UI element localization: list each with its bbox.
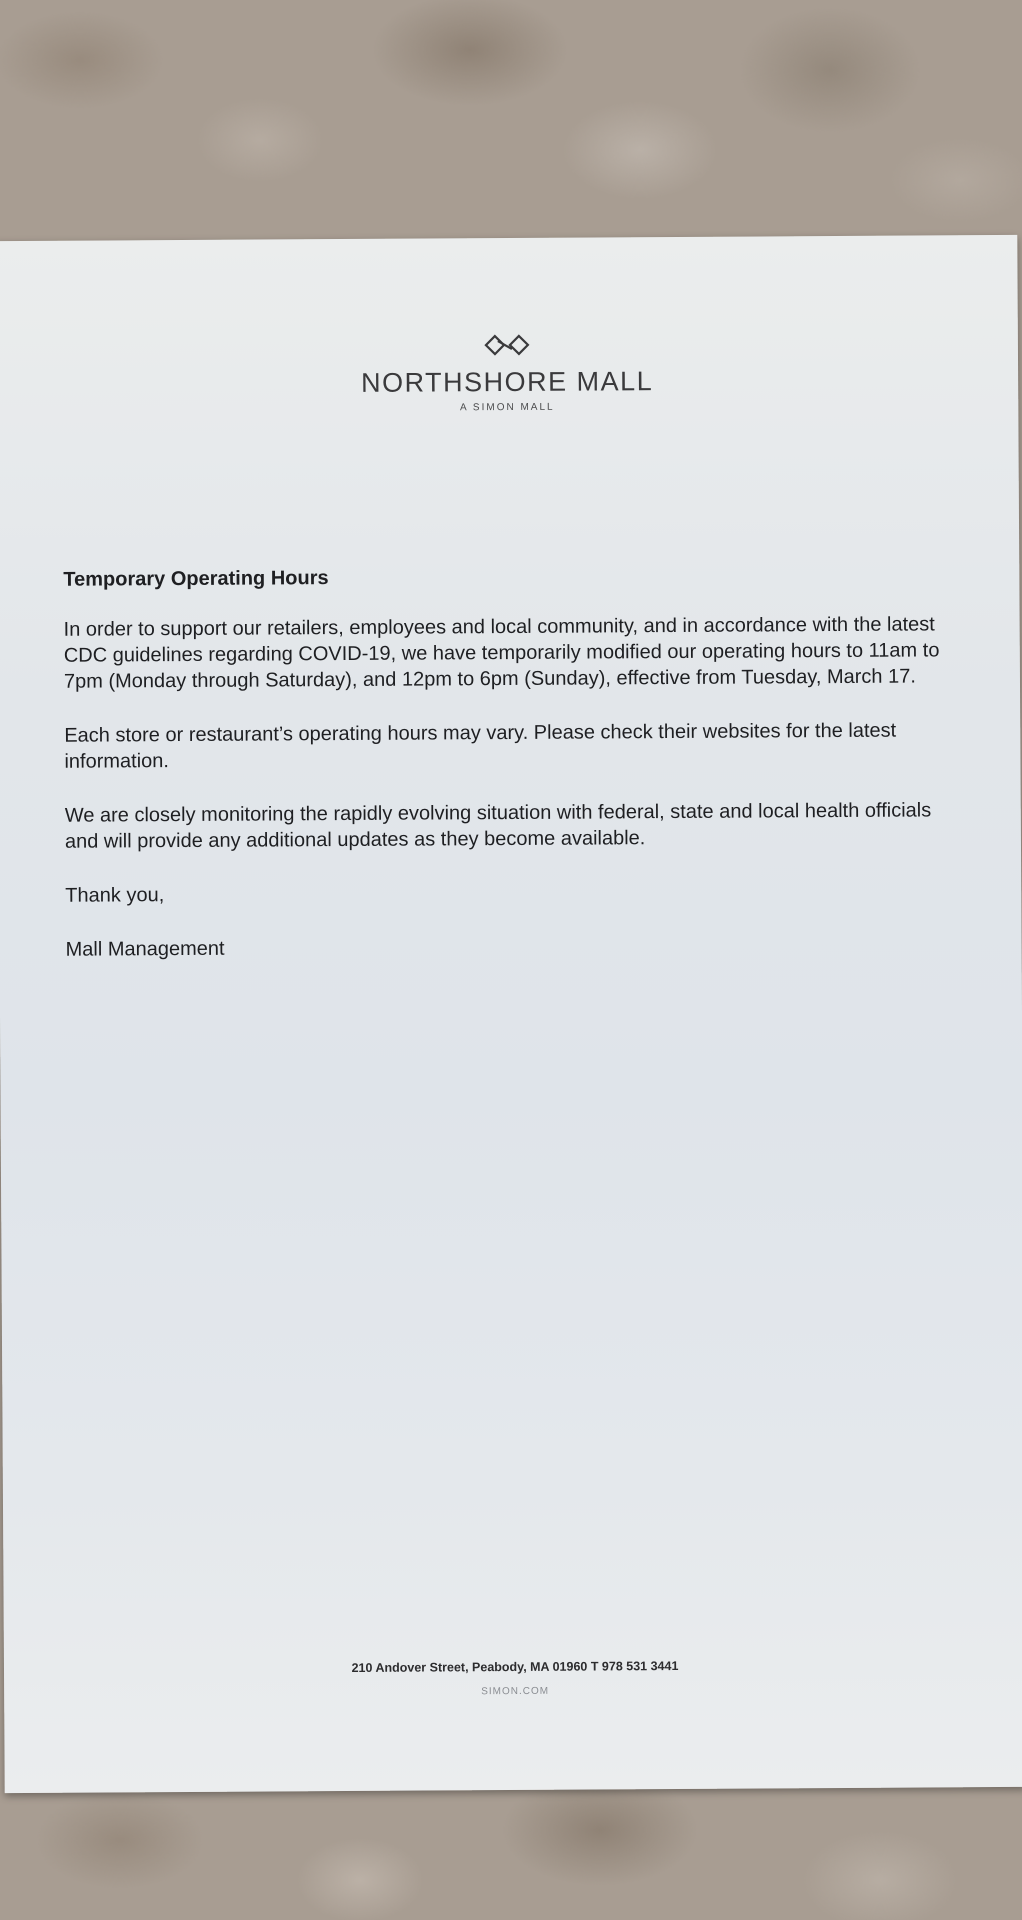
footer-website: SIMON.COM (481, 1685, 550, 1698)
mall-name: NORTHSHORE MALL (361, 366, 654, 398)
letter-body (63, 561, 966, 990)
signature: Mall Management (65, 937, 225, 961)
paragraph-monitoring: We are closely monitoring the rapidly evolving situation with federal, state and local health officials and will provide any additional updates as they become available. (64, 799, 932, 853)
paragraph-hours: In order to support our retailers, employees and local community, and in accordance with the latest CDC guidelines regarding COVID-19, we have temporarily modified our operating hours to 11am to 7pm (Monday through Saturday), and 12pm to 6pm (Sunday), effective from Tuesday, March 17. (63, 613, 940, 693)
mall-subtitle: A SIMON MALL (459, 401, 555, 414)
notice-paper (0, 235, 1022, 1793)
paragraph-store-hours: Each store or restaurant’s operating hours may vary. Please check their websites for the latest information. (64, 719, 897, 773)
simon-logo-icon (484, 334, 530, 356)
closing-thanks: Thank you, (65, 884, 165, 907)
footer-address: 210 Andover Street, Peabody, MA 01960 T 978 531 3441 (351, 1658, 679, 1675)
letterhead (0, 331, 1018, 416)
letter-footer (4, 1657, 1022, 1700)
letter-heading: Temporary Operating Hours (63, 567, 329, 591)
